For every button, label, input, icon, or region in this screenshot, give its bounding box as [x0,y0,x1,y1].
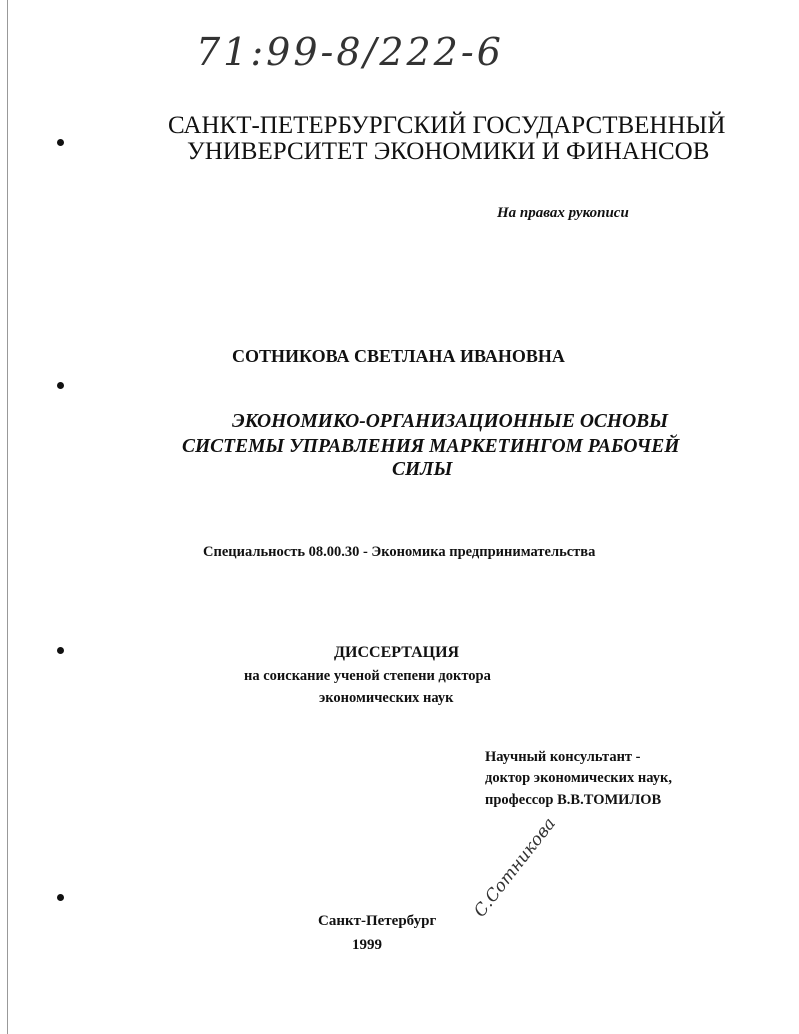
archive-number-handwritten: 71:99-8/222-6 [196,30,504,74]
university-line-1: САНКТ-ПЕТЕРБУРГСКИЙ ГОСУДАРСТВЕННЫЙ [168,112,726,139]
university-line-2: УНИВЕРСИТЕТ ЭКОНОМИКИ И ФИНАНСОВ [187,138,710,165]
scan-edge-line [7,0,8,1034]
binding-hole-mark [57,139,64,146]
author-name: СОТНИКОВА СВЕТЛАНА ИВАНОВНА [232,346,565,366]
degree-line-1: на соискание ученой степени доктора [244,668,491,684]
year: 1999 [352,937,382,953]
author-signature: С.Сотникова [470,814,560,922]
degree-line-2: экономических наук [319,690,454,706]
binding-hole-mark [57,647,64,654]
consultant-line-1: Научный консультант - [485,749,641,765]
work-type-heading: ДИССЕРТАЦИЯ [334,644,460,661]
specialty: Специальность 08.00.30 - Экономика предпринимательства [203,544,596,560]
dissertation-title-line-2: СИСТЕМЫ УПРАВЛЕНИЯ МАРКЕТИНГОМ РАБОЧЕЙ [182,436,680,457]
binding-hole-mark [57,382,64,389]
dissertation-title-line-1: ЭКОНОМИКО-ОРГАНИЗАЦИОННЫЕ ОСНОВЫ [232,411,669,432]
binding-hole-mark [57,894,64,901]
city: Санкт-Петербург [318,913,437,929]
manuscript-rights-label: На правах рукописи [497,205,629,221]
consultant-line-2: доктор экономических наук, [485,770,672,786]
dissertation-title-line-3: СИЛЫ [392,459,453,480]
consultant-line-3: профессор В.В.ТОМИЛОВ [485,792,662,808]
